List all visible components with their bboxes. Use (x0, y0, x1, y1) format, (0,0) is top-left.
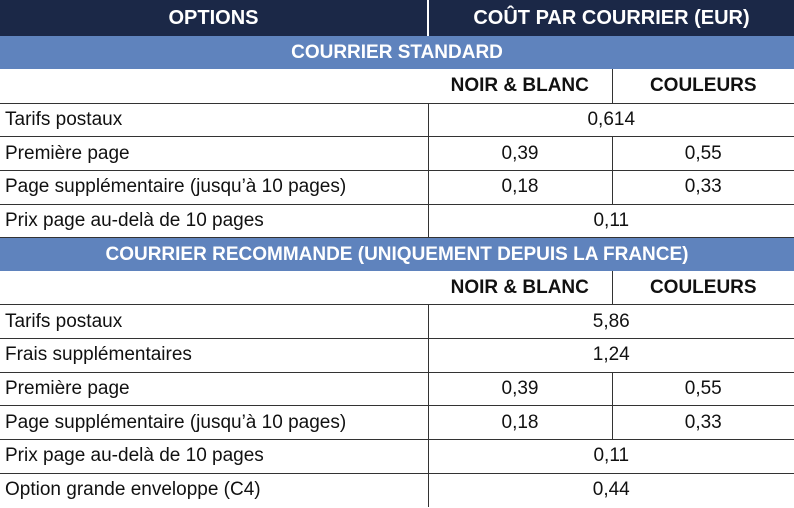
subheader-spacer (0, 271, 428, 305)
registered-col-color: COULEURS (612, 271, 794, 305)
table-row (0, 170, 794, 204)
table-row (0, 204, 794, 238)
row-value-bw: 0,18 (428, 406, 612, 440)
table-row (0, 338, 794, 372)
section-standard (0, 36, 794, 69)
table-row (0, 137, 794, 171)
row-label: Option grande enveloppe (C4) (0, 473, 428, 507)
row-value: 1,24 (428, 338, 794, 372)
standard-subheader-row (0, 69, 794, 103)
row-value-color: 0,55 (612, 137, 794, 171)
table-row (0, 406, 794, 440)
row-value-bw: 0,18 (428, 170, 612, 204)
section-registered (0, 238, 794, 271)
header-options: OPTIONS (0, 0, 428, 36)
row-label: Tarifs postaux (0, 103, 428, 137)
standard-col-bw: NOIR & BLANC (428, 69, 612, 103)
table-row (0, 372, 794, 406)
row-label: Frais supplémentaires (0, 338, 428, 372)
row-label: Prix page au-delà de 10 pages (0, 440, 428, 474)
row-label: Première page (0, 137, 428, 171)
row-label: Première page (0, 372, 428, 406)
table-row (0, 473, 794, 507)
row-value-bw: 0,39 (428, 137, 612, 171)
table-row (0, 440, 794, 474)
subheader-spacer (0, 69, 428, 103)
row-value-color: 0,33 (612, 406, 794, 440)
row-label: Prix page au-delà de 10 pages (0, 204, 428, 238)
registered-subheader-row (0, 271, 794, 305)
section-registered-title: COURRIER RECOMMANDE (UNIQUEMENT DEPUIS LA FRANCE) (0, 238, 794, 271)
row-value: 0,11 (428, 440, 794, 474)
row-value-bw: 0,39 (428, 372, 612, 406)
section-standard-title: COURRIER STANDARD (0, 36, 794, 69)
header-cost: COÛT PAR COURRIER (EUR) (428, 0, 794, 36)
table-row (0, 103, 794, 137)
row-label: Tarifs postaux (0, 305, 428, 339)
row-label: Page supplémentaire (jusqu’à 10 pages) (0, 406, 428, 440)
row-value-color: 0,55 (612, 372, 794, 406)
row-value: 5,86 (428, 305, 794, 339)
registered-col-bw: NOIR & BLANC (428, 271, 612, 305)
table-row (0, 305, 794, 339)
table-header-row (0, 0, 794, 36)
row-value-color: 0,33 (612, 170, 794, 204)
row-value: 0,44 (592, 479, 630, 501)
row-label: Page supplémentaire (jusqu’à 10 pages) (0, 170, 428, 204)
standard-col-color: COULEURS (612, 69, 794, 103)
row-value: 0,614 (428, 103, 794, 137)
row-value: 0,11 (428, 204, 794, 238)
